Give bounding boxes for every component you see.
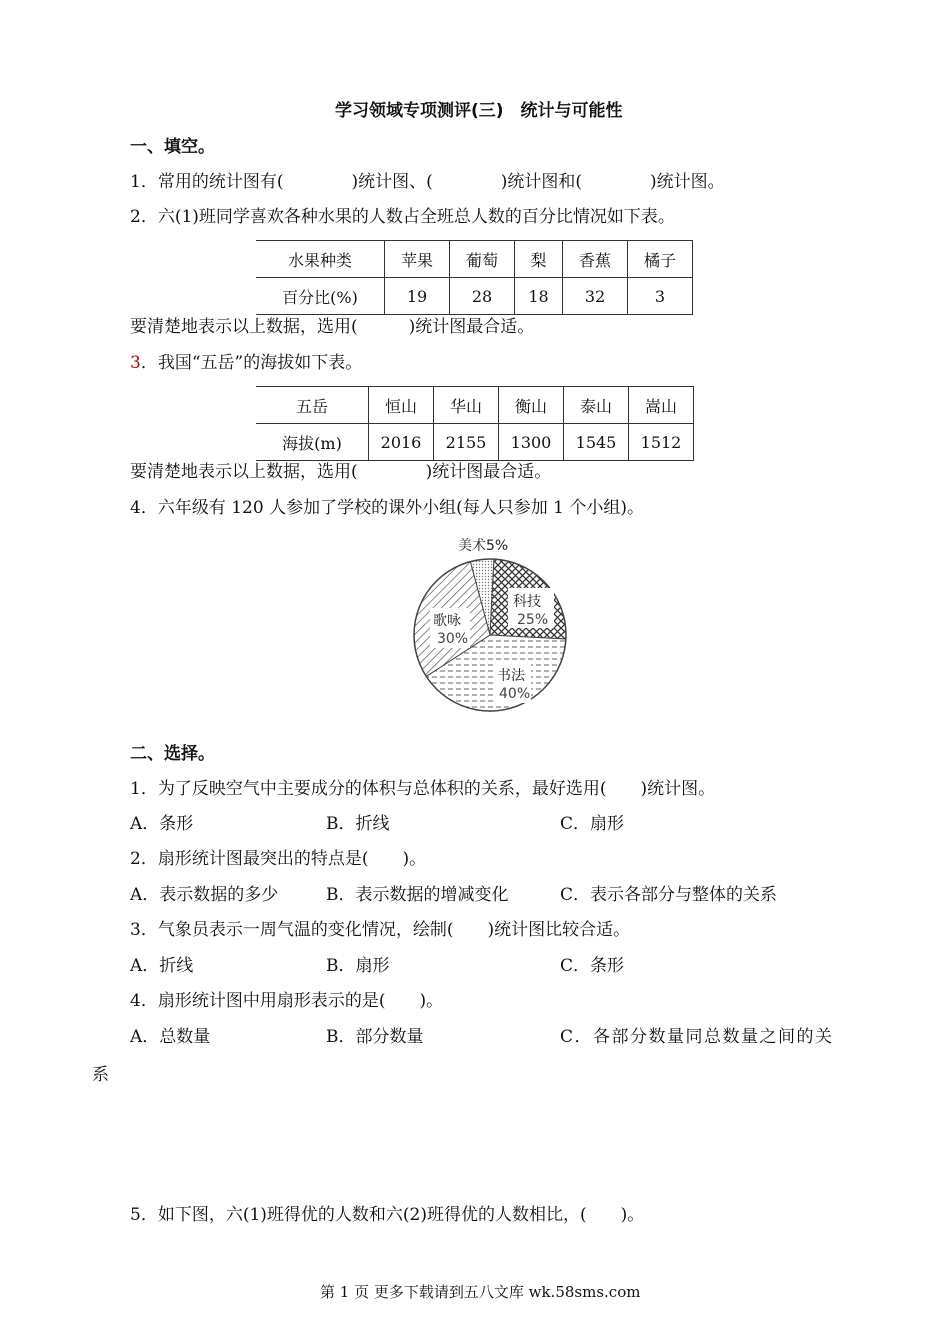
table-row — [256, 241, 693, 278]
question-1-2-answer-line: 要清楚地表示以上数据，选用( )统计图最合适。 — [130, 317, 535, 337]
question-2-3: 3．气象员表示一周气温的变化情况，绘制( )统计图比较合适。 — [130, 920, 631, 940]
table-cell: 橘子 — [628, 241, 693, 278]
question-1-3-answer-line: 要清楚地表示以上数据，选用( )统计图最合适。 — [130, 462, 552, 482]
table-cell: 华山 — [434, 387, 499, 424]
table-cell: 海拔(m) — [256, 424, 369, 461]
table-cell: 2016 — [369, 424, 434, 461]
pie-label-meishu: 美术5% — [458, 538, 509, 554]
question-text: ．我国“五岳”的海拔如下表。 — [140, 353, 363, 373]
table-cell: 百分比(%) — [256, 278, 385, 315]
question-1-2: 2．六(1)班同学喜欢各种水果的人数占全班总人数的百分比情况如下表。 — [130, 207, 675, 227]
option-c: C．条形 — [560, 956, 625, 976]
table-cell: 28 — [450, 278, 515, 315]
option-c-wrap: 系 — [92, 1065, 109, 1085]
pie-label-shufa-pct: 40% — [499, 686, 531, 702]
table-row — [256, 424, 694, 461]
pie-label-keji-pct: 25% — [517, 612, 549, 628]
section-heading-choice: 二、选择。 — [130, 744, 215, 764]
table-row — [256, 387, 694, 424]
table-cell: 19 — [385, 278, 450, 315]
option-a: A．表示数据的多少 — [130, 885, 279, 905]
table-cell: 葡萄 — [450, 241, 515, 278]
table-cell: 香蕉 — [563, 241, 628, 278]
table-cell: 1300 — [499, 424, 564, 461]
option-b: B．折线 — [326, 814, 390, 834]
question-1-1: 1．常用的统计图有( )统计图、( )统计图和( )统计图。 — [130, 172, 725, 192]
question-1-4: 4．六年级有 120 人参加了学校的课外小组(每人只参加 1 个小组)。 — [130, 498, 644, 518]
question-2-1: 1．为了反映空气中主要成分的体积与总体积的关系，最好选用( )统计图。 — [130, 779, 716, 799]
pie-chart — [400, 530, 600, 735]
table-cell: 五岳 — [256, 387, 369, 424]
table-cell: 1512 — [629, 424, 694, 461]
option-a: A．条形 — [130, 814, 194, 834]
table-cell: 18 — [515, 278, 563, 315]
table-cell: 泰山 — [564, 387, 629, 424]
table-cell: 2155 — [434, 424, 499, 461]
table-cell: 1545 — [564, 424, 629, 461]
question-number: 3 — [130, 353, 141, 373]
option-b: B．表示数据的增减变化 — [326, 885, 509, 905]
option-b: B．部分数量 — [326, 1027, 424, 1047]
table-cell: 3 — [628, 278, 693, 315]
option-a: A．折线 — [130, 956, 194, 976]
option-c: C．扇形 — [560, 814, 625, 834]
option-c: C．表示各部分与整体的关系 — [560, 885, 778, 905]
table-cell: 衡山 — [499, 387, 564, 424]
pie-label-shufa-name: 书法 — [497, 668, 525, 684]
page-footer: 第 1 页 更多下载请到五八文库 wk.58sms.com — [320, 1283, 641, 1301]
table-cell: 水果种类 — [256, 241, 385, 278]
table-row — [256, 278, 693, 315]
question-2-4: 4．扇形统计图中用扇形表示的是( )。 — [130, 991, 444, 1011]
section-heading-fill-in: 一、填空。 — [130, 137, 215, 157]
fruit-table — [256, 240, 693, 315]
option-b: B．扇形 — [326, 956, 390, 976]
question-1-3 — [130, 352, 362, 374]
mountain-table — [256, 386, 694, 461]
table-cell: 嵩山 — [629, 387, 694, 424]
option-a: A．总数量 — [130, 1027, 211, 1047]
table-cell: 梨 — [515, 241, 563, 278]
question-2-2: 2．扇形统计图最突出的特点是( )。 — [130, 849, 427, 869]
table-cell: 恒山 — [369, 387, 434, 424]
pie-label-keji-name: 科技 — [513, 594, 541, 610]
question-2-5: 5．如下图，六(1)班得优的人数和六(2)班得优的人数相比，( )。 — [130, 1205, 645, 1225]
table-cell: 苹果 — [385, 241, 450, 278]
table-cell: 32 — [563, 278, 628, 315]
option-c: C．各部分数量同总数量之间的关 — [560, 1027, 834, 1047]
pie-label-geyong-pct: 30% — [437, 631, 469, 647]
page-title: 学习领域专项测评(三) 统计与可能性 — [335, 101, 623, 121]
pie-label-geyong-name: 歌咏 — [433, 613, 461, 629]
